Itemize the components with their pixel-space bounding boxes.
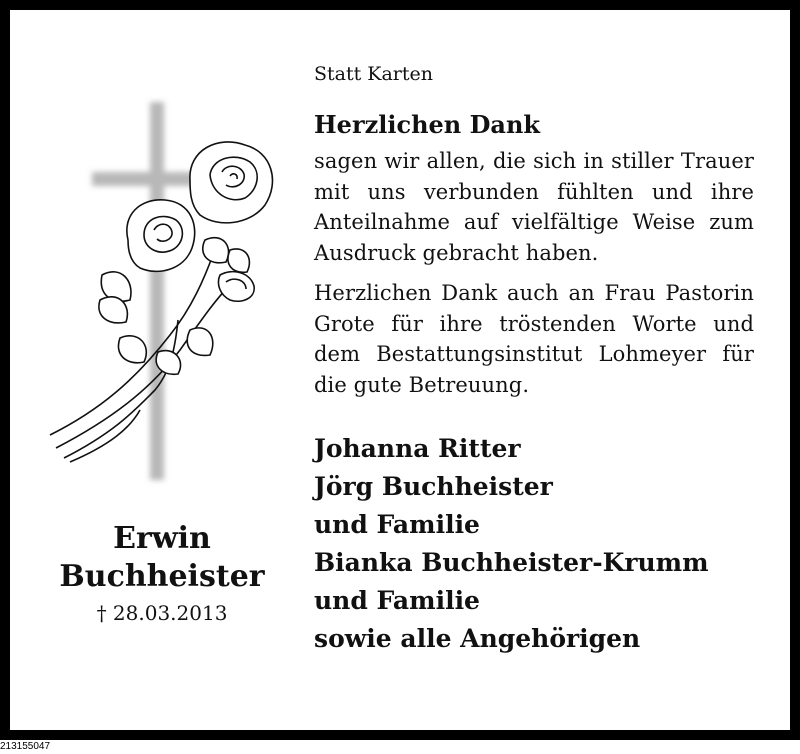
- deceased-first-name: Erwin: [113, 521, 211, 556]
- deceased-block: [40, 520, 284, 628]
- signature-line: und Familie: [314, 510, 480, 539]
- deceased-last-name: Buchheister: [59, 559, 265, 594]
- signature-line: und Familie: [314, 586, 480, 615]
- signature-line: sowie alle Angehörigen: [314, 624, 641, 653]
- signature-line: Jörg Buchheister: [314, 472, 553, 501]
- signature-line: Bianka Buchheister-Krumm: [314, 548, 709, 577]
- ad-id: 213155047: [0, 741, 51, 752]
- death-date: † 28.03.2013: [96, 601, 228, 625]
- signature-line: Johanna Ritter: [314, 434, 521, 463]
- signature-list: [314, 430, 754, 658]
- cross-and-roses-illustration: [40, 90, 280, 490]
- thanks-paragraph-1: sagen wir allen, die sich in stiller Trauer mit uns verbunden fühlten und ihre Anteilnahme auf vielfältige Weise zum Ausdruck gebracht haben.: [314, 149, 754, 265]
- thanks-paragraph-2: Herzlichen Dank auch an Frau Pastorin Grote für ihre tröstenden Worte und dem Bestattungsinstitut Lohmeyer für die gute Betreuung.: [314, 281, 754, 397]
- thanks-heading: Herzlichen Dank: [314, 110, 541, 139]
- thanks-column: [314, 60, 754, 658]
- statt-karten-label: Statt Karten: [314, 63, 434, 85]
